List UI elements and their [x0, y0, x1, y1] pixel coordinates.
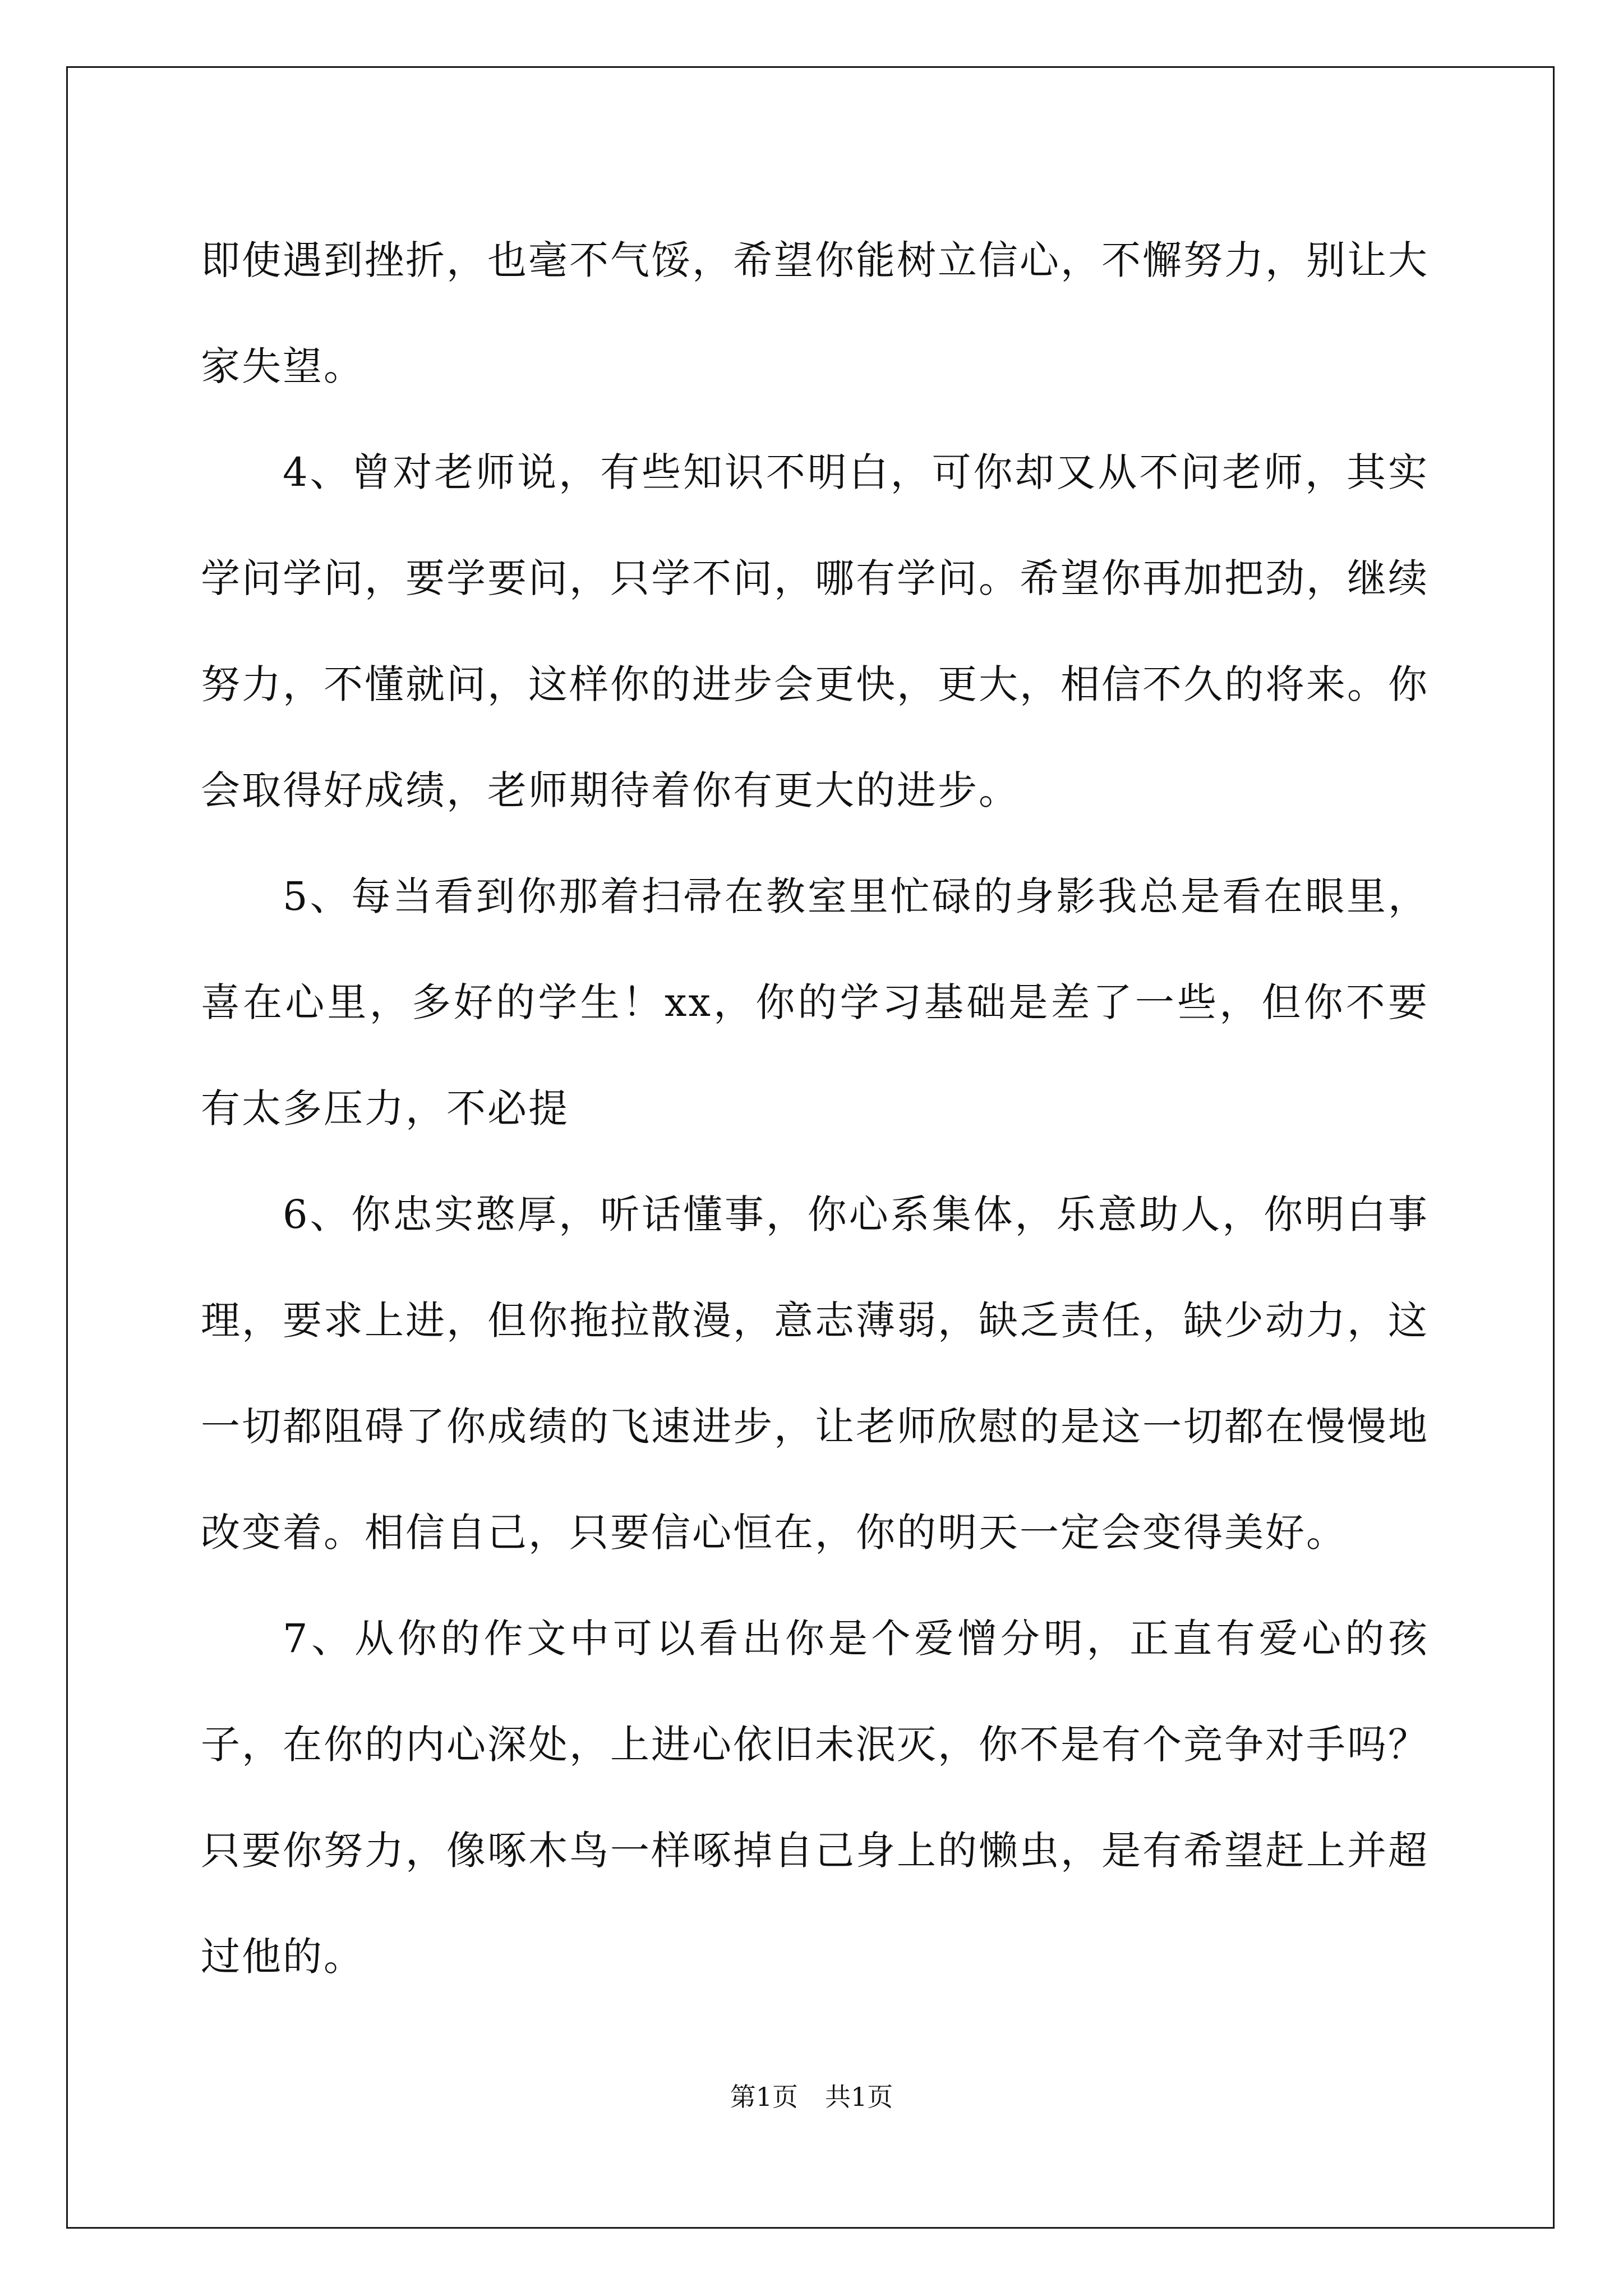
page-footer: [0, 2080, 1623, 2114]
paragraph-item-5: 5、每当看到你那着扫帚在教室里忙碌的身影我总是看在眼里，喜在心里，多好的学生！xx，你的学习基础是差了一些，但你不要有太多压力，不必提: [201, 873, 1429, 1131]
paragraph-item-6: 6、你忠实憨厚，听话懂事，你心系集体，乐意助人，你明白事理，要求上进，但你拖拉散漫，意志薄弱，缺乏责任，缺少动力，这一切都阻碍了你成绩的飞速进步，让老师欣慰的是这一切都在慢慢地改变着。相信自己，只要信心恒在，你的明天一定会变得美好。: [201, 1191, 1429, 1556]
document-body: [201, 208, 1429, 2010]
paragraph-item-7: 7、从你的作文中可以看出你是个爱憎分明，正直有爱心的孩子，在你的内心深处，上进心依旧未泯灭，你不是有个竞争对手吗？只要你努力，像啄木鸟一样啄掉自己身上的懒虫，是有希望赶上并超过他的。: [201, 1616, 1429, 1980]
page-total: 共1页: [825, 2082, 893, 2112]
paragraph-continuation: 即使遇到挫折，也毫不气馁，希望你能树立信心，不懈努力，别让大家失望。: [201, 237, 1429, 389]
page-number: 第1页: [730, 2082, 798, 2112]
paragraph-item-4: 4、曾对老师说，有些知识不明白，可你却又从不问老师，其实学问学问，要学要问，只学不问，哪有学问。希望你再加把劲，继续努力，不懂就问，这样你的进步会更快，更大，相信不久的将来。你会取得好成绩，老师期待着你有更大的进步。: [201, 449, 1429, 813]
